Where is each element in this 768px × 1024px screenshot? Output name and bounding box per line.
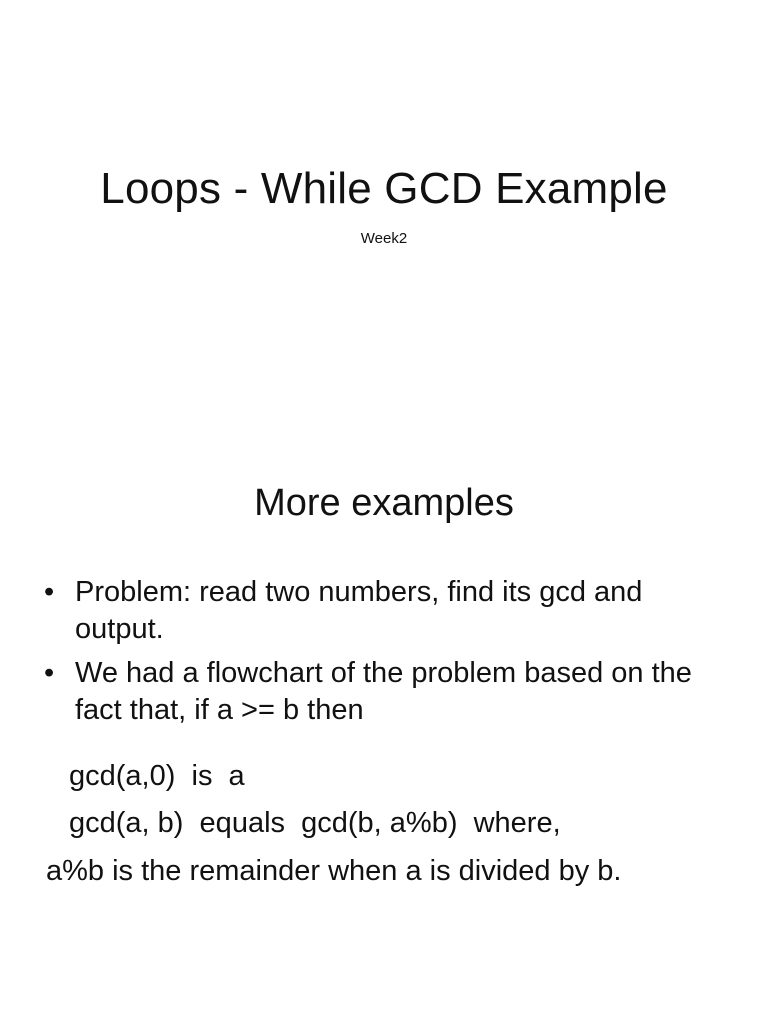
bullet-text: We had a flowchart of the problem based on the fact that, if a >= b then <box>75 657 692 726</box>
bullet-item <box>44 574 724 648</box>
remainder-definition-line: a%b is the remainder when a is divided by b. <box>46 855 622 887</box>
gcd-recursive-line: gcd(a, b) equals gcd(b, a%b) where, <box>69 807 561 839</box>
slide-title: Loops - While GCD Example <box>100 164 668 213</box>
slide-subtitle: Week2 <box>360 230 408 247</box>
title-slide <box>0 0 768 400</box>
bullet-list <box>44 574 724 736</box>
bullet-icon: • <box>44 657 55 689</box>
content-slide <box>0 450 768 1010</box>
slide-heading: More examples <box>254 482 514 524</box>
bullet-item <box>44 655 724 729</box>
bullet-text: Problem: read two numbers, find its gcd and output. <box>75 576 643 645</box>
gcd-base-case-line: gcd(a,0) is a <box>69 760 245 792</box>
bullet-icon: • <box>44 576 55 608</box>
